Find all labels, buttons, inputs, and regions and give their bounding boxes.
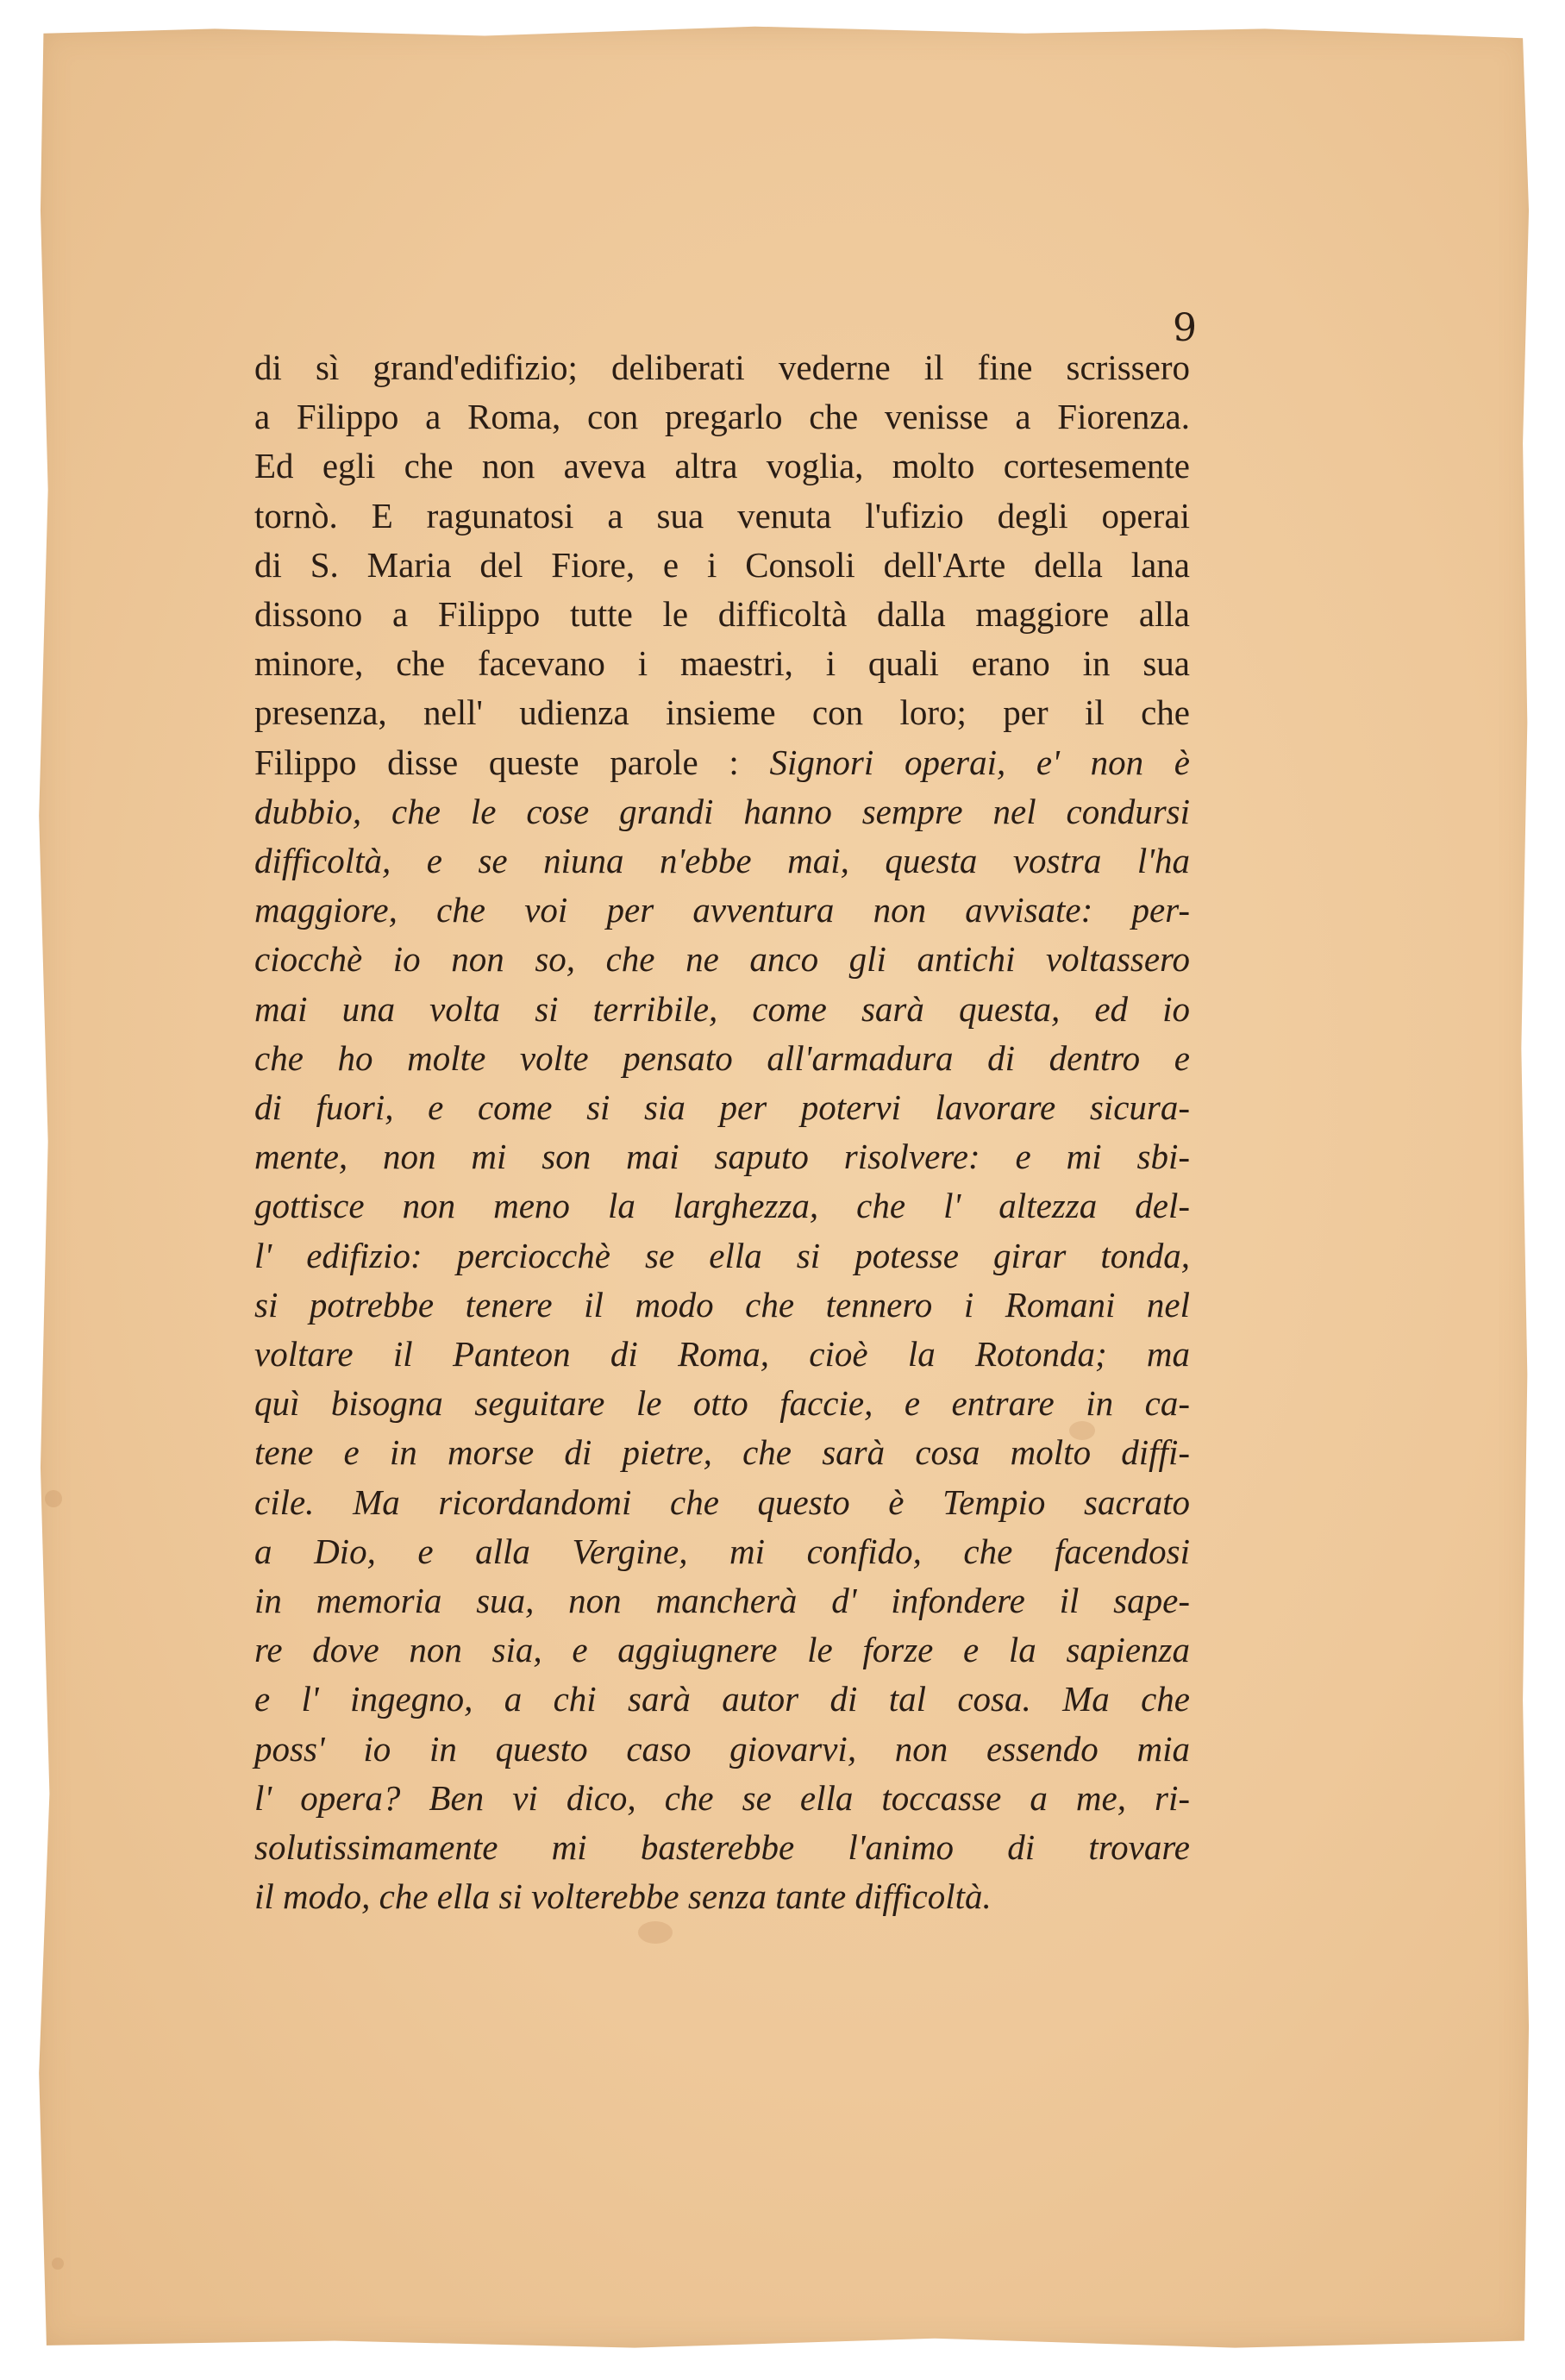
text-line: dubbio, che le cose grandi hanno sempre nel condursi <box>254 791 1190 831</box>
text-line: difficoltà, e se niuna n'ebbe mai, questa vostra l'ha <box>254 841 1190 881</box>
text-line: tornò. E ragunatosi a sua venuta l'ufizio degli operai <box>254 495 1190 536</box>
page-number: 9 <box>1173 306 1197 350</box>
text-line: Ed egli che non aveva altra voglia, molto cortesemente <box>254 446 1190 486</box>
text-line: di sì grand'edifizio; deliberati vederne il fine scrissero <box>254 348 1190 387</box>
foxing-stain <box>45 1490 62 1507</box>
text-line: che ho molte volte pensato all'armadura di dentro e <box>254 1037 1190 1078</box>
text-line: a Filippo a Roma, con pregarlo che venisse a Fiorenza. <box>254 397 1190 437</box>
text-line: quì bisogna seguitare le otto faccie, e entrare in ca- <box>254 1383 1190 1424</box>
text-line: e l' ingegno, a chi sarà autor di tal cosa. Ma che <box>254 1679 1190 1719</box>
text-line: il modo, che ella si volterebbe senza tante difficoltà. <box>254 1876 992 1917</box>
text-line: si potrebbe tenere il modo che tennero i Romani nel <box>254 1284 1190 1325</box>
text-line: di S. Maria del Fiore, e i Consoli dell'Arte della lana <box>254 544 1190 585</box>
foxing-stain <box>52 2258 64 2270</box>
text-line: re dove non sia, e aggiugnere le forze e la sapienza <box>254 1630 1190 1670</box>
text-line: Filippo disse queste parole : Signori operai, e' non è <box>254 742 1190 782</box>
foxing-stain <box>638 1921 673 1944</box>
text-line: mai una volta si terribile, come sarà questa, ed io <box>254 988 1190 1029</box>
text-line: a Dio, e alla Vergine, mi confido, che facendosi <box>254 1531 1190 1571</box>
text-line: poss' io in questo caso giovarvi, non essendo mia <box>254 1728 1190 1769</box>
text-line: l' opera? Ben vi dico, che se ella toccasse a me, ri- <box>254 1777 1190 1818</box>
text-line: gottisce non meno la larghezza, che l' altezza del- <box>254 1186 1190 1226</box>
text-line: dissono a Filippo tutte le difficoltà dalla maggiore alla <box>254 594 1190 635</box>
text-line: cile. Ma ricordandomi che questo è Tempio sacrato <box>254 1481 1190 1522</box>
text-line: solutissimamente mi basterebbe l'animo di trovare <box>254 1827 1190 1868</box>
text-line: l' edifizio: perciocchè se ella si potesse girar tonda, <box>254 1235 1190 1275</box>
text-line: maggiore, che voi per avventura non avvisate: per- <box>254 890 1190 930</box>
text-line: ciocchè io non so, che ne anco gli antichi voltassero <box>254 939 1190 980</box>
text-line: presenza, nell' udienza insieme con loro; per il che <box>254 692 1190 733</box>
text-line: mente, non mi son mai saputo risolvere: e mi sbi- <box>254 1137 1190 1177</box>
text-line: minore, che facevano i maestri, i quali erano in sua <box>254 643 1190 684</box>
body-text <box>254 343 1190 1922</box>
text-line: tene e in morse di pietre, che sarà cosa molto diffi- <box>254 1432 1190 1473</box>
text-line: di fuori, e come si sia per potervi lavorare sicura- <box>254 1087 1190 1128</box>
text-line: voltare il Panteon di Roma, cioè la Rotonda; ma <box>254 1334 1190 1375</box>
text-line: in memoria sua, non mancherà d' infondere il sape- <box>254 1581 1190 1621</box>
